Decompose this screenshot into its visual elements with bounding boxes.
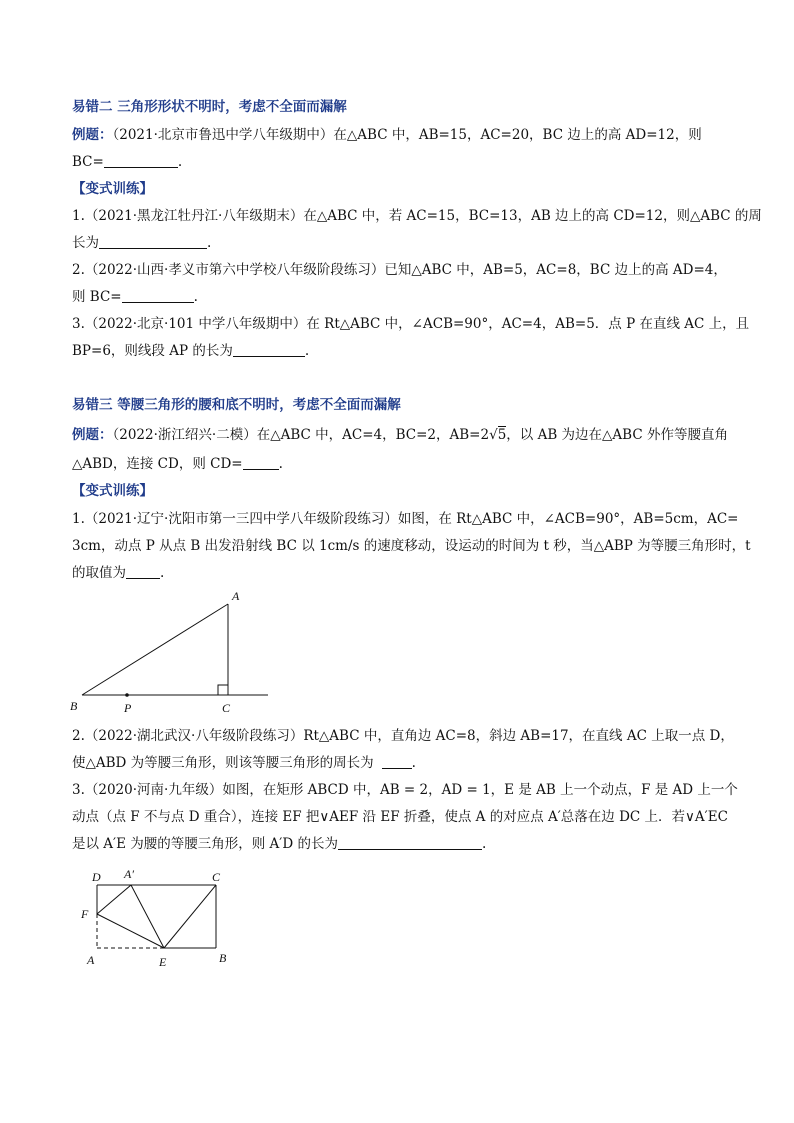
example-text: BC= — [72, 154, 104, 170]
question-text: . — [160, 565, 165, 581]
example-label: 例题： — [72, 127, 113, 143]
answer-blank[interactable] — [126, 564, 160, 579]
section3-q2-line2 — [72, 754, 416, 772]
section3-heading: 易错三 等腰三角形的腰和底不明时，考虑不全面而漏解 — [72, 397, 401, 413]
section3-q1-line1: 1.（2021·辽宁·沈阳市第一三四中学八年级阶段练习）如图，在 Rt△ABC 中，∠ACB=90°，AB=5cm，AC= — [72, 511, 739, 527]
section3-q2-line1: 2.（2022·湖北武汉·八年级阶段练习）Rt△ABC 中，直角边 AC=8，斜边 AB=17，在直线 AC 上取一点 D， — [72, 728, 734, 744]
section3-q1-line2: 3cm，动点 P 从点 B 出发沿射线 BC 以 1cm/s 的速度移动，设运动的时间为 t 秒，当△ABP 为等腰三角形时，t — [72, 538, 751, 554]
segment-fa-prime — [97, 885, 131, 914]
right-angle-mark — [218, 685, 228, 695]
section3-q1-line3 — [72, 564, 164, 582]
answer-blank[interactable] — [122, 288, 194, 303]
section2-heading: 易错二 三角形形状不明时，考虑不全面而漏解 — [72, 99, 347, 115]
label-a: A — [87, 953, 95, 967]
question-text: 的取值为 — [72, 565, 126, 581]
label-c: C — [222, 701, 231, 714]
answer-blank[interactable] — [104, 153, 178, 168]
sqrt-symbol: √ — [489, 427, 498, 443]
question-text: . — [411, 755, 416, 771]
section2-q1-line2 — [72, 234, 211, 252]
question-text: 长为 — [72, 235, 99, 251]
label-a: A — [232, 589, 240, 603]
segment-a-prime-e — [131, 885, 164, 948]
question-text: . — [304, 343, 310, 359]
triangle-figure — [62, 584, 282, 714]
answer-blank[interactable] — [382, 754, 412, 769]
label-a-prime: A′ — [124, 867, 134, 881]
section3-example-line2 — [72, 455, 283, 473]
section2-training-label: 【变式训练】 — [72, 181, 153, 197]
answer-blank[interactable] — [243, 455, 279, 470]
label-c: C — [212, 870, 221, 884]
segment-ce — [164, 885, 216, 948]
example-label: 例题： — [72, 427, 113, 443]
fold-line-ef — [97, 914, 164, 948]
question-text: 则 BC= — [72, 289, 122, 305]
section3-training-label: 【变式训练】 — [72, 483, 153, 499]
section3-example-line1 — [72, 426, 728, 444]
example-text: . — [177, 154, 183, 170]
example-text: ，以 AB 为边在△ABC 外作等腰直角 — [506, 427, 728, 443]
section3-q3-line1: 3.（2020·河南·九年级）如图，在矩形 ABCD 中，AB = 2，AD = 1，E 是 AB 上一个动点，F 是 AD 上一个 — [72, 782, 738, 798]
section2-q2-line1: 2.（2022·山西·孝义市第六中学校八年级阶段练习）已知△ABC 中，AB=5，AC=8，BC 边上的高 AD=4， — [72, 262, 727, 278]
sqrt-value: 5 — [497, 427, 507, 443]
question-text: 使△ABD 为等腰三角形，则该等腰三角形的周长为 — [72, 755, 374, 771]
question-text: 是以 A′E 为腰的等腰三角形，则 A′D 的长为 — [72, 836, 338, 852]
label-e: E — [159, 955, 167, 969]
answer-blank[interactable] — [99, 234, 207, 249]
question-text: . — [481, 836, 487, 852]
label-d: D — [92, 870, 101, 884]
section2-q3-line2 — [72, 342, 309, 360]
answer-blank[interactable] — [338, 835, 482, 850]
section3-q3-line3 — [72, 835, 486, 853]
section3-q3-line2: 动点（点 F 不与点 D 重合），连接 EF 把∨AEF 沿 EF 折叠，使点 A 的对应点 A′总落在边 DC 上．若∨A′EC — [72, 809, 728, 825]
answer-blank[interactable] — [233, 342, 305, 357]
label-f: F — [81, 907, 89, 921]
label-b: B — [219, 951, 227, 965]
label-p: P — [124, 701, 132, 714]
question-text: BP=6，则线段 AP 的长为 — [72, 343, 233, 359]
example-text: . — [278, 456, 283, 472]
example-text: （2022·浙江绍兴·二模）在△ABC 中，AC=4，BC=2，AB=2 — [112, 427, 490, 443]
label-b: B — [70, 699, 78, 713]
example-text: △ABD，连接 CD，则 CD= — [72, 456, 243, 472]
section2-example-line2 — [72, 153, 182, 171]
section2-q1-line1: 1.（2021·黑龙江牡丹江·八年级期末）在△ABC 中，若 AC=15，BC=13，AB 边上的高 CD=12，则△ABC 的周 — [72, 208, 762, 224]
section2-example-line1 — [72, 126, 702, 144]
point-p — [125, 693, 129, 697]
rectangle-fold-figure — [74, 864, 244, 974]
side-ab — [82, 604, 228, 695]
example-text: （2021·北京市鲁迅中学八年级期中）在△ABC 中，AB=15，AC=20，BC 边上的高 AD=12，则 — [112, 127, 702, 143]
section2-q3-line1: 3.（2022·北京·101 中学八年级期中）在 Rt△ABC 中，∠ACB=90°，AC=4，AB=5．点 P 在直线 AC 上，且 — [72, 316, 750, 332]
question-text: . — [207, 235, 212, 251]
section2-q2-line2 — [72, 288, 198, 306]
question-text: . — [193, 289, 198, 305]
